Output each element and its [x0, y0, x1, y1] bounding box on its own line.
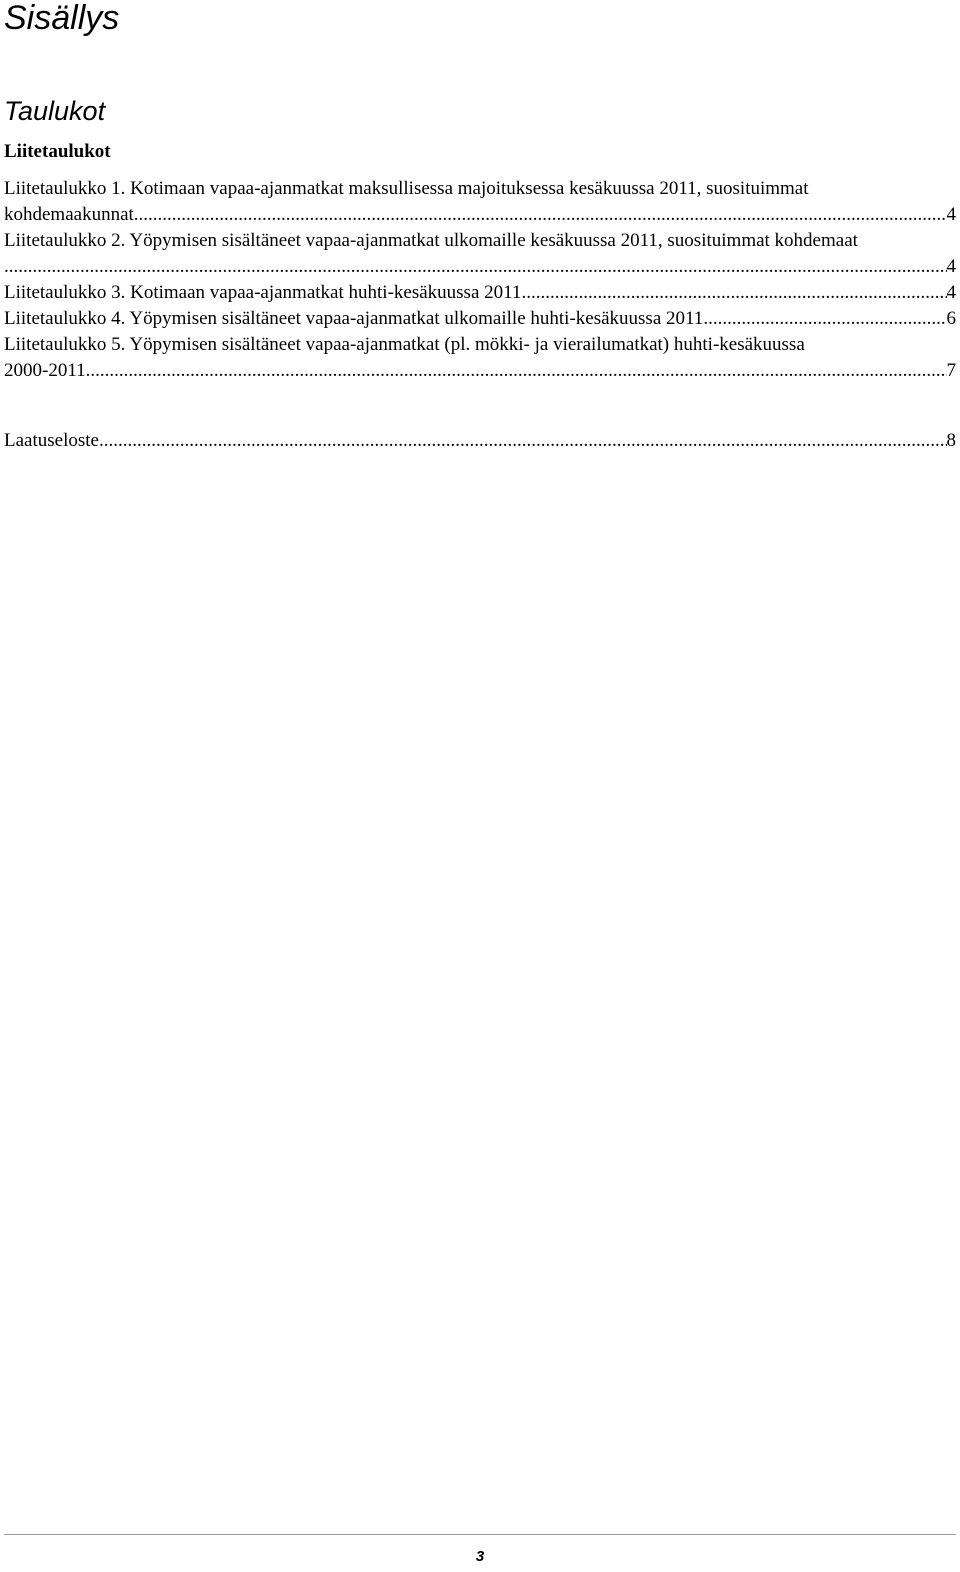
toc-entry-title: Liitetaulukko 1. Kotimaan vapaa-ajanmatkat maksullisessa majoituksessa kesäkuussa 2011, suosituimmat — [4, 178, 809, 199]
toc-entry-title: Liitetaulukko 2. Yöpymisen sisältäneet vapaa-ajanmatkat ulkomaille kesäkuussa 2011, suosituimmat kohdemaat — [4, 230, 858, 251]
toc-page-number: 7 — [946, 360, 956, 381]
toc-page-number: 6 — [946, 308, 956, 329]
subsection-label-appendix-tables: Liitetaulukot — [4, 141, 111, 162]
table-of-contents — [4, 176, 956, 454]
toc-entry-title-continued: 2000-2011 — [4, 360, 86, 381]
toc-entry-appendix-table-5[interactable] — [4, 332, 956, 384]
toc-page-number: 4 — [946, 256, 956, 277]
toc-entry-title: Liitetaulukko 4. Yöpymisen sisältäneet vapaa-ajanmatkat ulkomaille huhti-kesäkuussa 2011 — [4, 308, 704, 329]
page-title: Sisällys — [4, 0, 120, 37]
toc-entry-title: Liitetaulukko 5. Yöpymisen sisältäneet vapaa-ajanmatkat (pl. mökki- ja vierailumatkat) huhti-kesäkuussa — [4, 334, 805, 355]
toc-spacer — [4, 384, 956, 428]
toc-entry-title: Laatuseloste — [4, 430, 99, 451]
toc-entry-title: Liitetaulukko 3. Kotimaan vapaa-ajanmatkat huhti-kesäkuussa 2011 — [4, 282, 522, 303]
toc-page-number: 8 — [946, 430, 956, 451]
section-heading-tables: Taulukot — [4, 96, 106, 126]
toc-leader-dots — [99, 428, 947, 454]
toc-entry-appendix-table-2[interactable] — [4, 228, 956, 280]
toc-entry-appendix-table-1[interactable] — [4, 176, 956, 228]
toc-leader-dots — [86, 358, 947, 384]
toc-leader-dots — [4, 254, 947, 280]
toc-entry-appendix-table-4[interactable] — [4, 306, 956, 332]
toc-leader-dots — [521, 280, 946, 306]
toc-entry-appendix-table-3[interactable] — [4, 280, 956, 306]
toc-page-number: 4 — [946, 282, 956, 303]
page-number: 3 — [475, 1548, 485, 1565]
toc-leader-dots — [134, 202, 947, 228]
toc-page-number: 4 — [946, 204, 956, 225]
toc-leader-dots — [703, 306, 946, 332]
toc-entry-title-continued: kohdemaakunnat — [4, 204, 134, 225]
toc-entry-quality-description[interactable] — [4, 428, 956, 454]
footer-divider — [4, 1534, 956, 1535]
